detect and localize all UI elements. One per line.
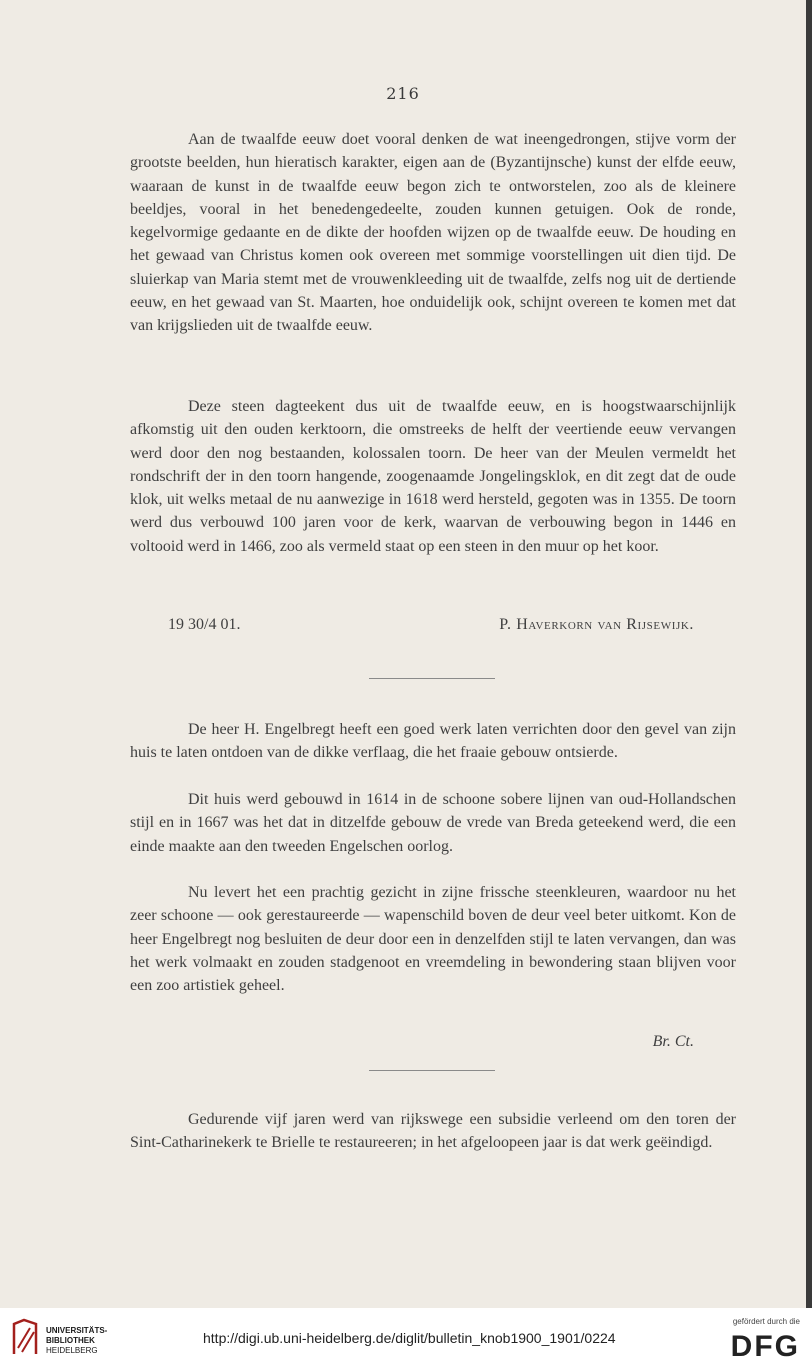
paragraph-6: Gedurende vijf jaren werd van rijkswege een subsidie verleend om den toren der Sint-Catharinekerk te Brielle te restaureeren; in het afgeloopeen jaar is dat werk geëindigd. xyxy=(130,1111,736,1152)
paragraph-1: Aan de twaalfde eeuw doet vooral denken de wat ineengedrongen, stijve vorm der grootste beelden, hun hieratisch karakter, eigen aan de (Byzantijnsche) kunst der elfde eeuw, waaraan de kunst in de twaalfde eeuw begon zich te ontworstelen, zoo als de kleinere beeldjes, vooral in het benedengedeelte, zouden kunnen getuigen. Ook de ronde, kegelvormige gedaante en de dikte der hoofden wijzen op de twaalfde eeuw. De houding en het gewaad van Christus komen ook overeen met sommige voorstellingen uit dien tijd. De sluierkap van Maria stemt met de vrouwenkleeding uit de twaalfde, zelfs nog uit de dertiende eeuw, en het gewaad van St. Maarten, hoe onduidelijk ook, schijnt overeen te komen met dat van krijgslieden uit de twaalfde eeuw. xyxy=(130,131,736,335)
dfg-logo: DFG xyxy=(730,1330,800,1363)
footer-bar xyxy=(0,1308,812,1371)
paragraph-2: Deze steen dagteekent dus uit de twaalfde eeuw, en is hoogstwaarschijnlijk afkomstig uit den ouden kerktoorn, die omstreeks de helft der veertiende eeuw vervangen werd door den nog bestaanden, kolossalen toorn. De heer van der Meulen vermeldt het rondschrift der in den toorn hangende, zoogenaamde Jongelingsklok, en dit zegt dat de oude klok, uit welks metaal de nu aanwezige in 1618 werd hersteld, gegoten was in 1355. De toorn werd dus verbouwd 100 jaren voor de kerk, waarvan de verbouwing begon in 1446 en voltooid werd in 1466, zoo als vermeld staat op een steen in den muur op het koor. xyxy=(130,398,736,555)
library-name xyxy=(46,1326,107,1356)
paragraph-4: Dit huis werd gebouwd in 1614 in de schoone sobere lijnen van oud-Hollandschen stijl en in 1667 was het dat in ditzelfde gebouw de vrede van Breda geteekend werd, die een einde maakte aan den tweeden Engelschen oorlog. xyxy=(130,791,736,855)
section-divider-1 xyxy=(369,678,495,679)
author-initials: Br. Ct. xyxy=(652,1033,694,1050)
page-edge xyxy=(806,0,812,1308)
paragraph-5: Nu levert het een prachtig gezicht in zijne frissche steenkleuren, waardoor nu het zeer schoone — ook gerestaureerde — wapenschild boven de deur veel beter uitkomt. Kon de heer Engelbregt nog besluiten de deur door een in denzelfden stijl te laten vervangen, dan was het werk volmaakt en zouden stadgenoot en vreemdeling in bewondering staan blijven voor een zoo artistiek geheel. xyxy=(130,884,736,995)
author-signature: P. Haverkorn van Rijsewijk. xyxy=(499,616,694,633)
paragraph-3: De heer H. Engelbregt heeft een goed werk laten verrichten door den gevel van zijn huis te laten ontdoen van de dikke verflaag, die het fraaie gebouw ontsierde. xyxy=(130,721,736,762)
section-divider-2 xyxy=(369,1070,495,1071)
library-name-line-3: HEIDELBERG xyxy=(46,1346,98,1355)
library-name-line-1: UNIVERSITÄTS- xyxy=(46,1326,108,1335)
page-number: 216 xyxy=(386,84,420,103)
library-logo-icon xyxy=(10,1318,40,1358)
source-url-link[interactable]: http://digi.ub.uni-heidelberg.de/diglit/bulletin_knob1900_1901/0224 xyxy=(203,1330,616,1346)
funding-note: gefördert durch die xyxy=(732,1317,800,1326)
library-name-line-2: BIBLIOTHEK xyxy=(46,1336,95,1345)
date: 19 30/4 01. xyxy=(168,616,241,633)
